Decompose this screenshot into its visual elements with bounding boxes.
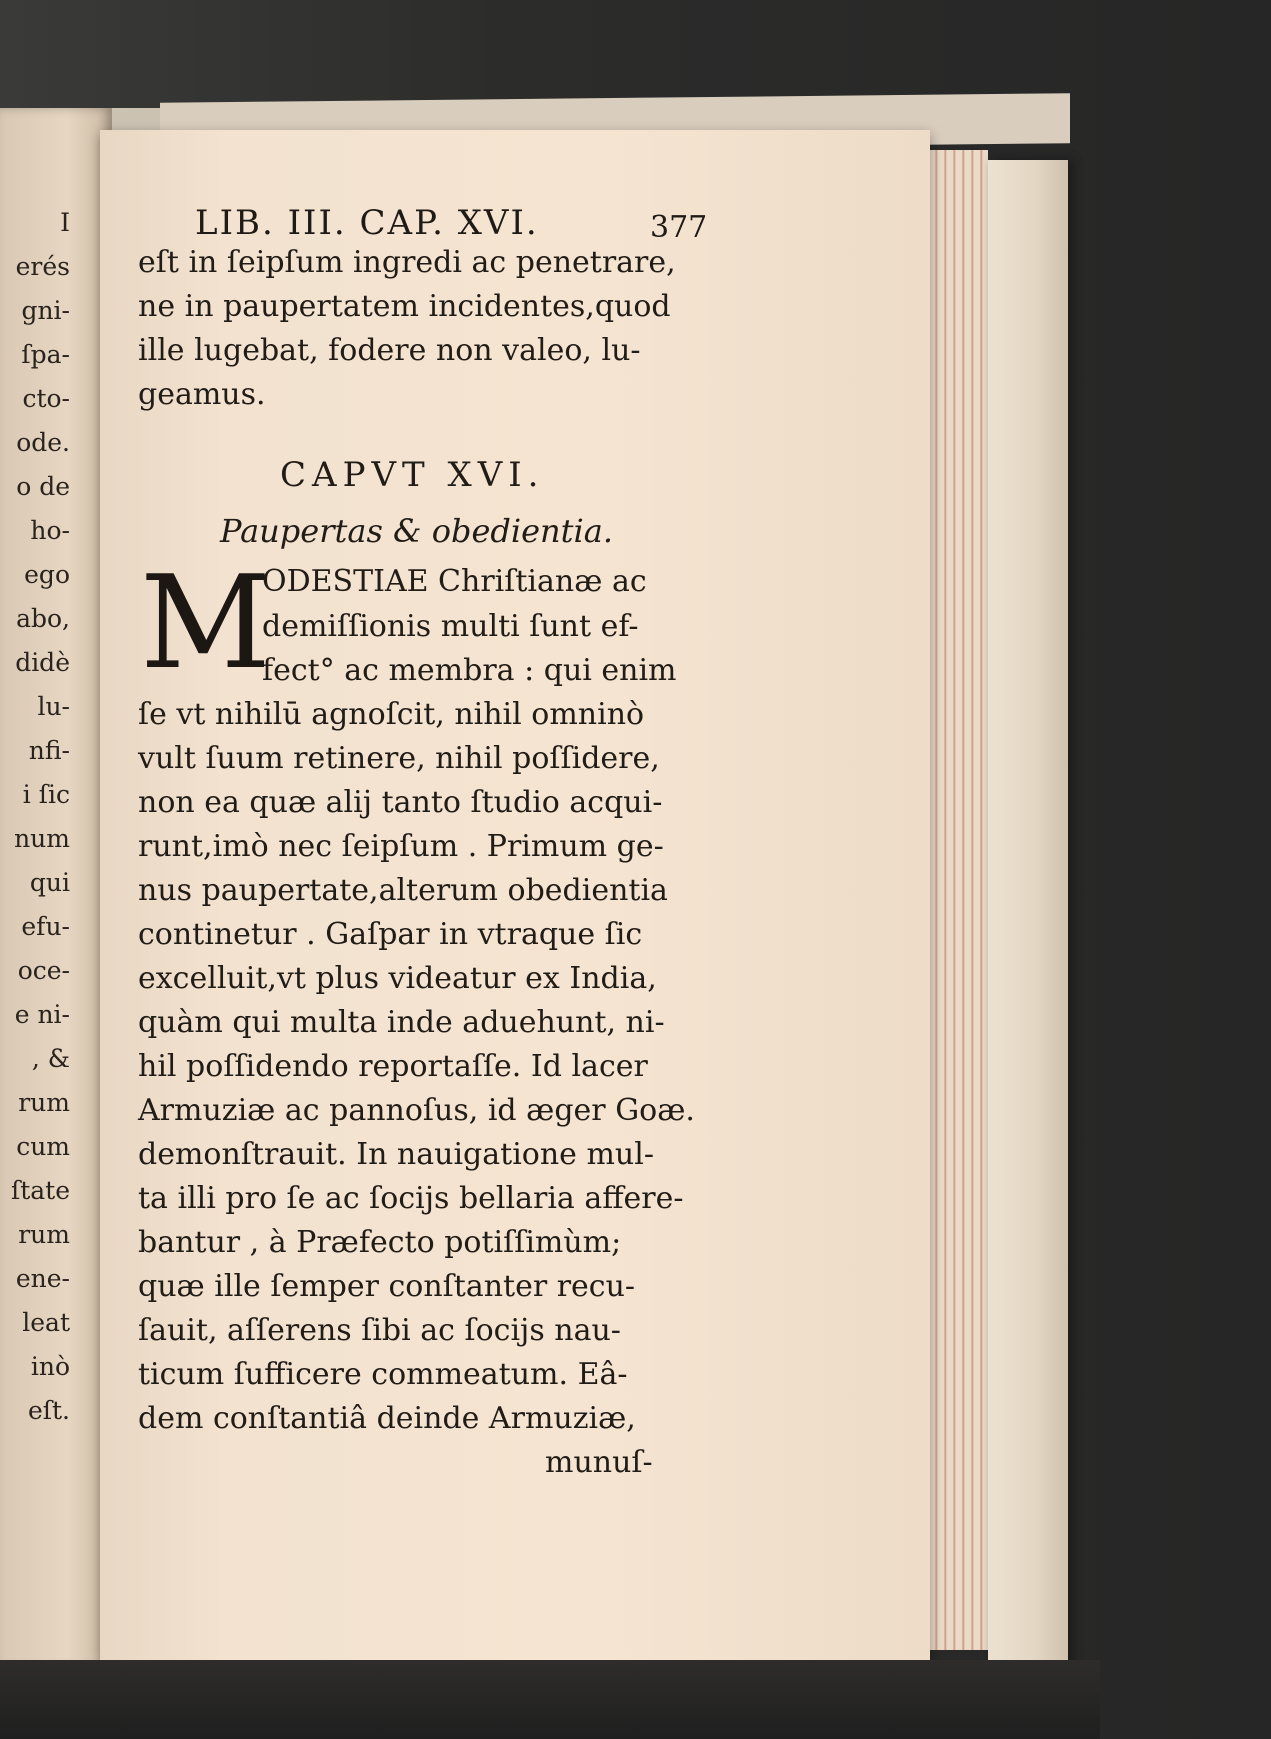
text-line: Armuziæ ac pannoſus, id æger Goæ. — [138, 1093, 695, 1128]
left-page-fragment: ene- — [15, 1264, 70, 1293]
text-line: ſauit, aſſerens ſibi ac ſocijs nau- — [138, 1313, 621, 1348]
left-page-fragment: inò — [30, 1352, 70, 1381]
text-line: quæ ille ſemper conſtanter recu- — [138, 1269, 636, 1304]
left-page-fragment: eſt. — [27, 1396, 70, 1425]
text-line: demiſſionis multi ſunt ef- — [262, 609, 639, 644]
text-line: fect° ac membra : qui enim — [262, 653, 677, 688]
left-page-fragment: oce- — [17, 956, 70, 985]
text-line: ſe vt nihilū agnoſcit, nihil omninò — [138, 697, 645, 732]
left-page-fragment: e ni- — [14, 1000, 70, 1029]
text-line: ille lugebat, fodere non valeo, lu- — [138, 333, 641, 368]
text-line: ticum ſufficere commeatum. Eâ- — [138, 1357, 628, 1392]
text-line: excelluit,vt plus videatur ex India, — [138, 961, 657, 996]
text-line: nus paupertate,alterum obedientia — [138, 873, 668, 908]
left-page-fragment: , & — [31, 1044, 70, 1073]
page-number: 377 — [650, 210, 708, 245]
left-page-fragment: didè — [15, 648, 70, 677]
text-line: ne in paupertatem incidentes,quod — [138, 289, 671, 324]
bottom-shadow — [0, 1660, 1100, 1739]
left-page-fragment: i ſic — [22, 780, 70, 809]
left-page-fragment: nfi- — [28, 736, 70, 765]
drop-cap: M — [140, 549, 272, 698]
left-page-fragment: I — [60, 208, 70, 237]
text-line: eſt in ſeipſum ingredi ac penetrare, — [138, 245, 676, 280]
left-page-fragment: gni- — [21, 296, 70, 325]
left-page-fragment: ho- — [30, 516, 70, 545]
left-page-fragment: rum — [18, 1220, 70, 1249]
left-page-fragment: ſtate — [10, 1176, 70, 1205]
text-line: non ea quæ alij tanto ſtudio acqui- — [138, 785, 663, 820]
left-page-fragment: ſpa- — [21, 340, 70, 369]
left-page-fragment: rum — [18, 1088, 70, 1117]
text-line: ODESTIAE Chriſtianæ ac — [262, 564, 647, 599]
left-page-fragment: cto- — [22, 384, 70, 413]
text-line: dem conſtantiâ deinde Armuziæ, — [138, 1401, 636, 1436]
text-line: geamus. — [138, 377, 266, 412]
left-page-fragment: cum — [16, 1132, 70, 1161]
text-line: quàm qui multa inde aduehunt, ni- — [138, 1005, 665, 1040]
text-line: vult ſuum retinere, nihil poſſidere, — [138, 741, 660, 776]
catchword: munuſ- — [545, 1445, 653, 1480]
text-line: ta illi pro ſe ac ſocijs bellaria affere- — [138, 1181, 684, 1216]
left-page-fragment: o de — [16, 472, 70, 501]
chapter-subtitle: Paupertas & obedientia. — [220, 512, 613, 550]
left-page-fragment: lu- — [37, 692, 70, 721]
text-line: bantur , à Præfecto potiſſimùm; — [138, 1225, 622, 1260]
fore-edge-leaves — [920, 150, 988, 1650]
text-line: hil poſſidendo reportaſſe. Id lacer — [138, 1049, 648, 1084]
left-page-fragment: abo, — [16, 604, 70, 633]
text-line: demonſtrauit. In nauigatione mul- — [138, 1137, 654, 1172]
running-head: LIB. III. CAP. XVI. — [195, 203, 539, 243]
text-line: runt,imò nec ſeipſum . Primum ge- — [138, 829, 664, 864]
left-page-fragment: qui — [29, 868, 70, 897]
left-page-fragment: ego — [24, 560, 70, 589]
text-line: continetur . Gaſpar in vtraque ſic — [138, 917, 643, 952]
left-page-fragment: num — [14, 824, 70, 853]
left-page-fragment: efu- — [21, 912, 70, 941]
left-page-fragment: erés — [15, 252, 70, 281]
left-page-fragment: ode. — [16, 428, 70, 457]
left-page-fragment: leat — [22, 1308, 70, 1337]
cover-edge — [988, 160, 1068, 1670]
chapter-heading: CAPVT XVI. — [280, 455, 545, 495]
